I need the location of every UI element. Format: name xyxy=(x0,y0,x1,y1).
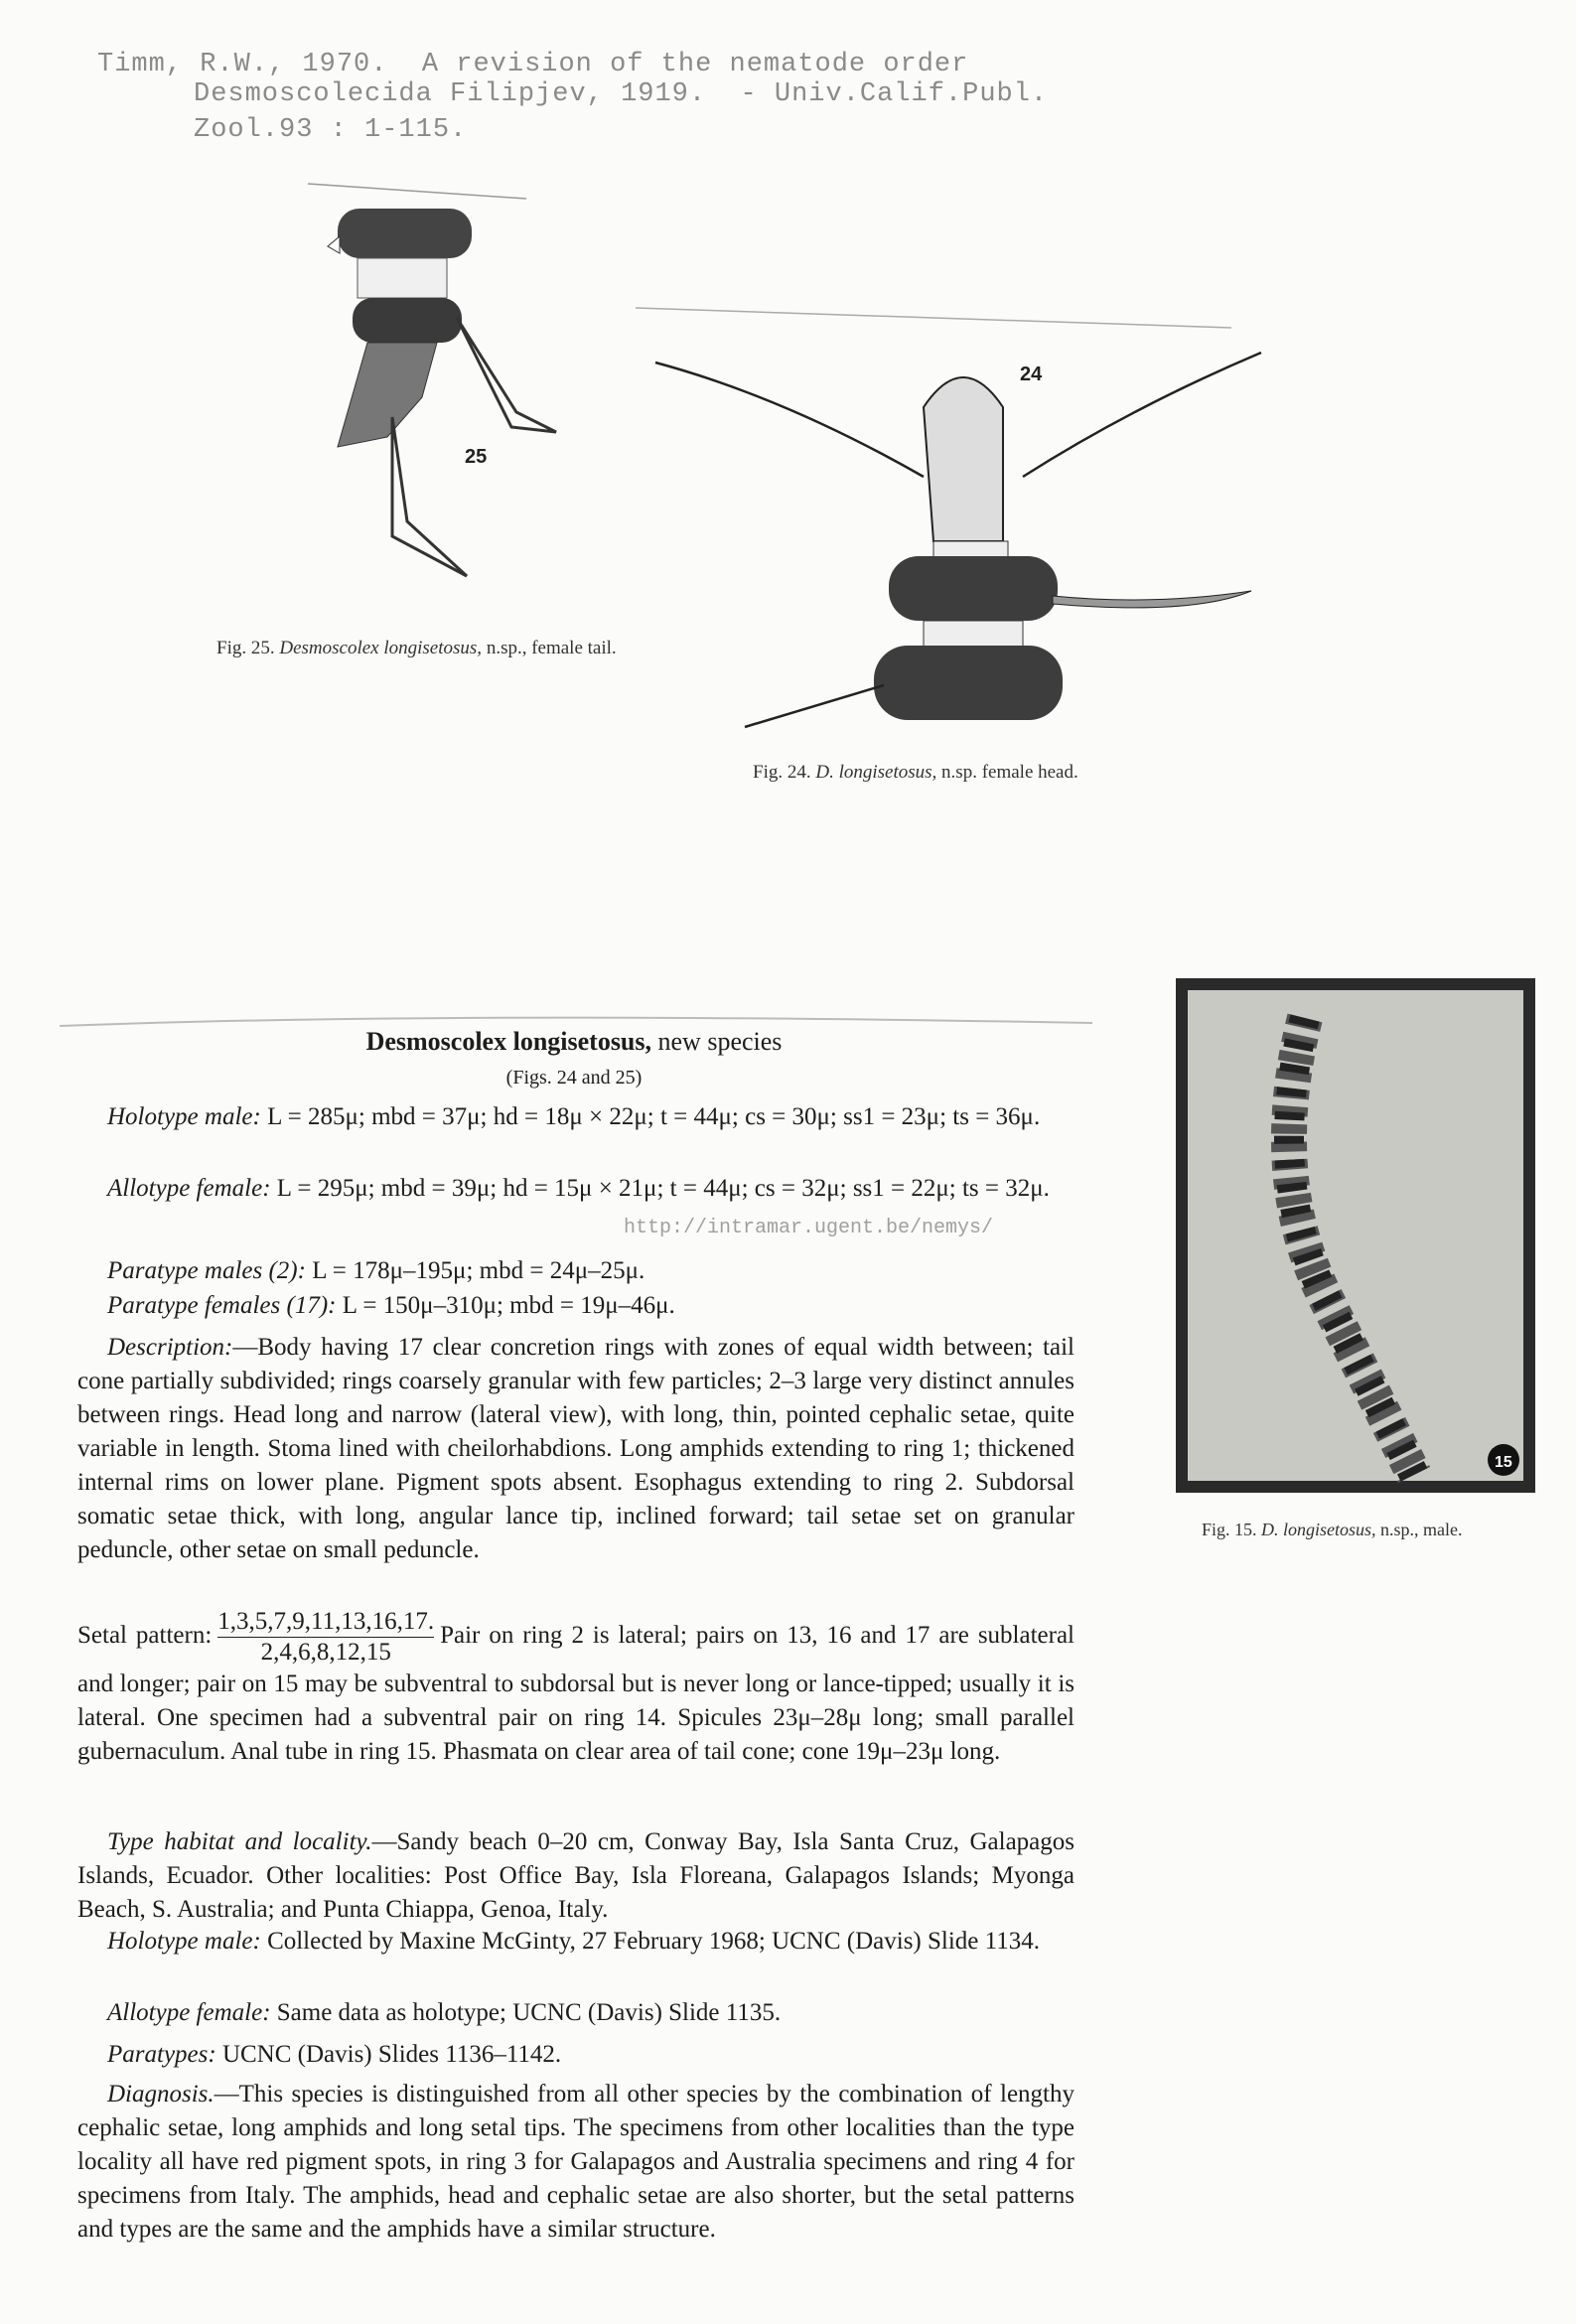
caption-species: D. longisetosus, xyxy=(815,762,937,783)
label: Allotype female: xyxy=(107,1175,271,1202)
text: —This species is distinguished from all other species by the combination of lengthy cephalic setae, long amphids and long setal tips. The specimens from other localities than the type locality all have red pigment spots, in ring 3 for Galapagos and Australia specimens and ring 4 for specimens from Italy. The amphids, head and cephalic setae are also shorter, but the setal patterns and types are the same and the amphids have a similar structure. xyxy=(77,2081,1075,2243)
caption-prefix: Fig. 25. xyxy=(216,638,275,658)
paratype-females xyxy=(77,1289,1075,1323)
figure-15-number: 15 xyxy=(1495,1454,1512,1471)
label: Diagnosis. xyxy=(107,2081,215,2107)
caption-suffix: n.sp., male. xyxy=(1380,1520,1463,1539)
text: L = 295μ; mbd = 39μ; hd = 15μ × 21μ; t = 44μ; cs = 32μ; ss1 = 22μ; ts = 32μ. xyxy=(276,1175,1050,1202)
caption-species: D. longisetosus, xyxy=(1261,1520,1376,1539)
allotype-measurements xyxy=(77,1172,1075,1206)
allotype-collection xyxy=(77,1996,1075,2030)
text: —Body having 17 clear concretion rings with zones of equal width between; tail cone partially subdivided; rings coarsely granular with few particles; 2–3 large very distinct annules between rings. Head long and narrow (lateral view), with long, thin, pointed cephalic setae, quite variable in length. Stoma lined with cheilorhabdions. Long amphids extending to ring 1; thickened internal rims on lower plane. Pigment spots absent. Esophagus extending to ring 2. Subdorsal somatic setae thick, with long, angular lance tip, inclined forward; tail setae set on granular peduncle, other setae on small peduncle. xyxy=(77,1334,1075,1563)
figure-24-female-head xyxy=(636,298,1291,755)
label: Allotype female: xyxy=(107,1999,271,2026)
label: Holotype male: xyxy=(107,1928,261,1955)
habitat-paragraph xyxy=(77,1825,1075,1927)
label: Holotype male: xyxy=(107,1103,261,1130)
denominator: 2,4,6,8,12,15 xyxy=(260,1639,391,1666)
reference-line-2: Desmoscolecida Filipjev, 1919. - Univ.Calif.Publ. xyxy=(194,79,1049,109)
label: Type habitat and locality. xyxy=(107,1828,372,1855)
text: Pair on ring 2 is lateral; pairs on 13, 16 and 17 are sublateral and longer; pair on 15 may be subventral to subdorsal but is never long or lance-tipped; usually it is lateral. One specimen had a subventral pair on ring 14. Spicules 23μ–28μ long; small parallel gubernaculum. Anal tube in ring 15. Phasmata on clear area of tail cone; cone 19μ–23μ long. xyxy=(77,1622,1075,1765)
text: UCNC (Davis) Slides 1136–1142. xyxy=(221,2041,562,2068)
text: L = 285μ; mbd = 37μ; hd = 18μ × 22μ; t = 44μ; cs = 30μ; ss1 = 23μ; ts = 36μ. xyxy=(267,1103,1041,1130)
numerator: 1,3,5,7,9,11,13,16,17. xyxy=(217,1607,434,1638)
article-subtitle: (Figs. 24 and 25) xyxy=(505,1067,643,1089)
holotype-measurements xyxy=(77,1100,1075,1134)
caption-prefix: Fig. 15. xyxy=(1202,1520,1257,1539)
figure-25-female-tail xyxy=(298,179,596,596)
text: L = 178μ–195μ; mbd = 24μ–25μ. xyxy=(312,1257,645,1284)
label: Description: xyxy=(107,1334,233,1361)
title-rest: new species xyxy=(657,1027,783,1056)
description-paragraph xyxy=(77,1331,1075,1567)
text: L = 150μ–310μ; mbd = 19μ–46μ. xyxy=(342,1292,675,1319)
label: Paratype females (17): xyxy=(107,1292,337,1319)
label: Setal pattern: xyxy=(77,1622,213,1650)
figure-25-caption xyxy=(216,638,617,659)
figure-25-number: 25 xyxy=(465,446,488,468)
text: Same data as holotype; UCNC (Davis) Slide 1135. xyxy=(276,1999,782,2026)
text: Collected by Maxine McGinty, 27 February 1968; UCNC (Davis) Slide 1134. xyxy=(267,1928,1040,1955)
caption-suffix: n.sp., female tail. xyxy=(486,638,617,658)
label: Paratype males (2): xyxy=(107,1257,306,1284)
caption-species: Desmoscolex longisetosus, xyxy=(279,638,483,658)
text: —Sandy beach 0–20 cm, Conway Bay, Isla Santa Cruz, Galapagos Islands, Ecuador. Other localities: Post Office Bay, Isla Floreana, Galapagos Islands; Myonga Beach, S. Australia; and Punta Chiappa, Genoa, Italy. xyxy=(77,1828,1075,1923)
reference-line-1: Timm, R.W., 1970. A revision of the nematode order xyxy=(97,50,969,79)
article-title xyxy=(77,1027,1071,1057)
paratypes-collection xyxy=(77,2038,1075,2072)
figure-15-male-photo xyxy=(1176,978,1535,1493)
holotype-collection xyxy=(77,1925,1075,1959)
figure-24-caption xyxy=(753,762,1078,784)
diagnosis-paragraph xyxy=(77,2078,1075,2247)
setal-pattern-paragraph xyxy=(77,1607,1075,1769)
label: Paratypes: xyxy=(107,2041,216,2068)
caption-prefix: Fig. 24. xyxy=(753,762,811,783)
caption-suffix: n.sp. female head. xyxy=(941,762,1078,783)
watermark-url: http://intramar.ugent.be/nemys/ xyxy=(624,1217,994,1239)
reference-line-3: Zool.93 : 1-115. xyxy=(194,115,468,145)
figure-24-number: 24 xyxy=(1020,363,1043,385)
setal-fraction xyxy=(217,1607,434,1668)
figure-15-caption xyxy=(1202,1520,1463,1540)
paratype-males xyxy=(77,1254,1075,1288)
species-name: Desmoscolex longisetosus, xyxy=(365,1027,652,1056)
